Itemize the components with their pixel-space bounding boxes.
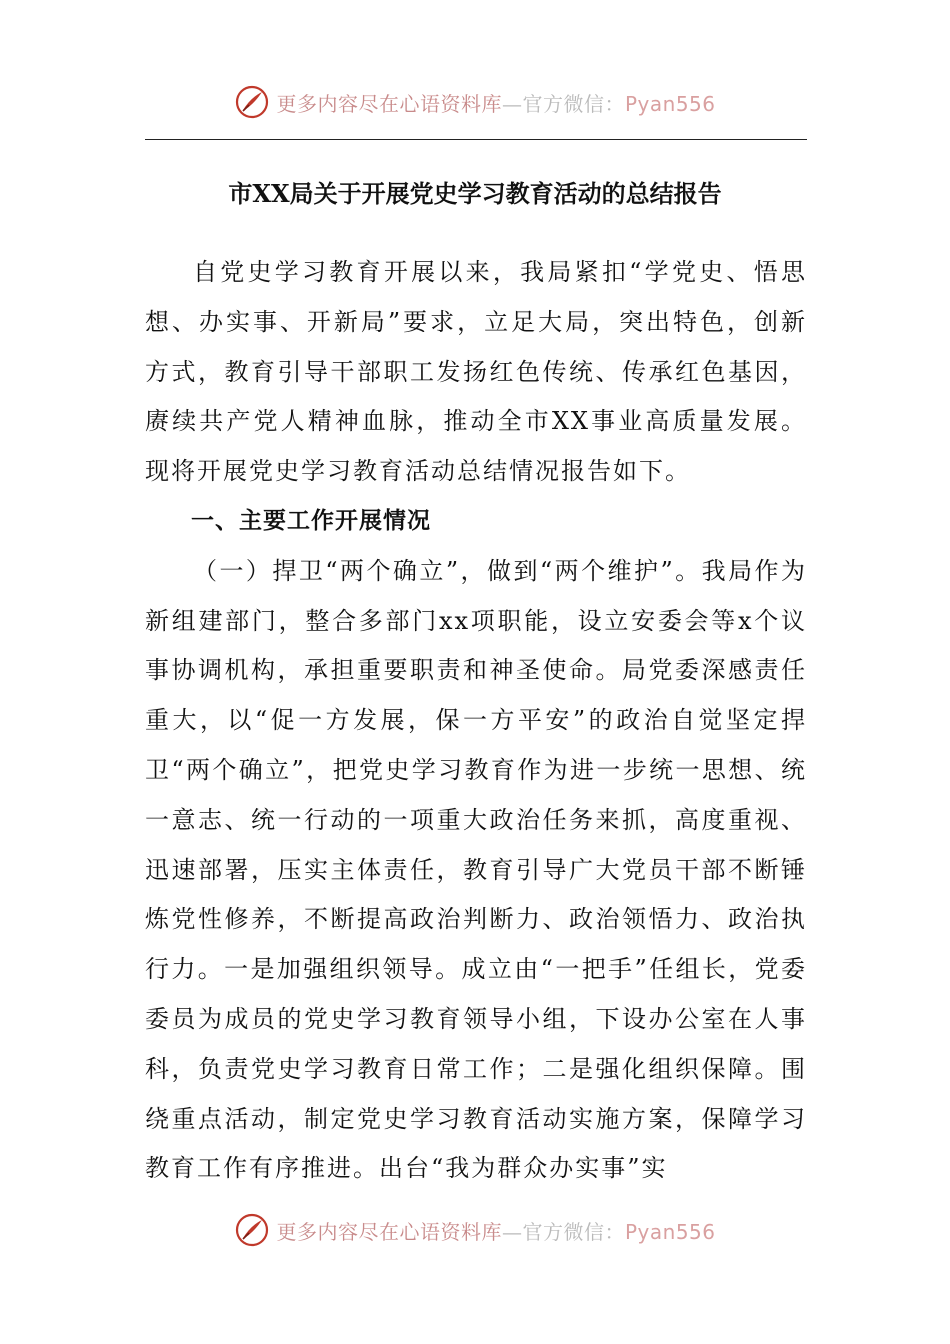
- quill-logo-icon: [234, 1212, 270, 1248]
- watermark-dash: —: [501, 1219, 523, 1244]
- quill-logo-icon: [234, 84, 270, 120]
- watermark-wechat-label: 官方微信：: [522, 1219, 625, 1244]
- section-heading: 一、主要工作开展情况: [191, 507, 431, 534]
- watermark-wechat-label: 官方微信：: [522, 91, 625, 116]
- intro-paragraph: 自党史学习教育开展以来，我局紧扣“学党史、悟思想、办实事、开新局”要求，立足大局，突出特色，创新方式，教育引导干部职工发扬红色传统、传承红色基因，赓续共产党人精神血脉，推动全市XX事业高质量发展。现将开展党史学习教育活动总结情况报告如下。: [145, 258, 807, 486]
- document-title: 市XX局关于开展党史学习教育活动的总结报告: [228, 179, 722, 208]
- document-body: [145, 248, 807, 1194]
- watermark-brand: 更多内容尽在心语资料库: [276, 1219, 502, 1244]
- section-paragraph: （一）捍卫“两个确立”，做到“两个维护”。我局作为新组建部门，整合多部门xx项职能，设立安委会等x个议事协调机构，承担重要职责和神圣使命。局党委深感责任重大，以“促一方发展，保一方平安”的政治自觉坚定捍卫“两个确立”，把党史学习教育作为进一步统一思想、统一意志、统一行动的一项重大政治任务来抓，高度重视、迅速部署，压实主体责任，教育引导广大党员干部不断锤炼党性修养，不断提高政治判断力、政治领悟力、政治执行力。一是加强组织领导。成立由“一把手”任组长，党委委员为成员的党史学习教育领导小组，下设办公室在人事科，负责党史学习教育日常工作；二是强化组织保障。围绕重点活动，制定党史学习教育活动实施方案，保障学习教育工作有序推进。出台“我为群众办实事”实: [145, 556, 807, 1183]
- watermark-account: Pyan556: [624, 91, 716, 116]
- header-watermark: [0, 84, 950, 120]
- watermark-account: Pyan556: [624, 1219, 716, 1244]
- watermark-text: [276, 88, 715, 117]
- watermark-dash: —: [501, 91, 523, 116]
- watermark-text: [276, 1216, 715, 1245]
- watermark-brand: 更多内容尽在心语资料库: [276, 91, 502, 116]
- header-divider: [145, 139, 807, 140]
- footer-watermark: [0, 1212, 950, 1248]
